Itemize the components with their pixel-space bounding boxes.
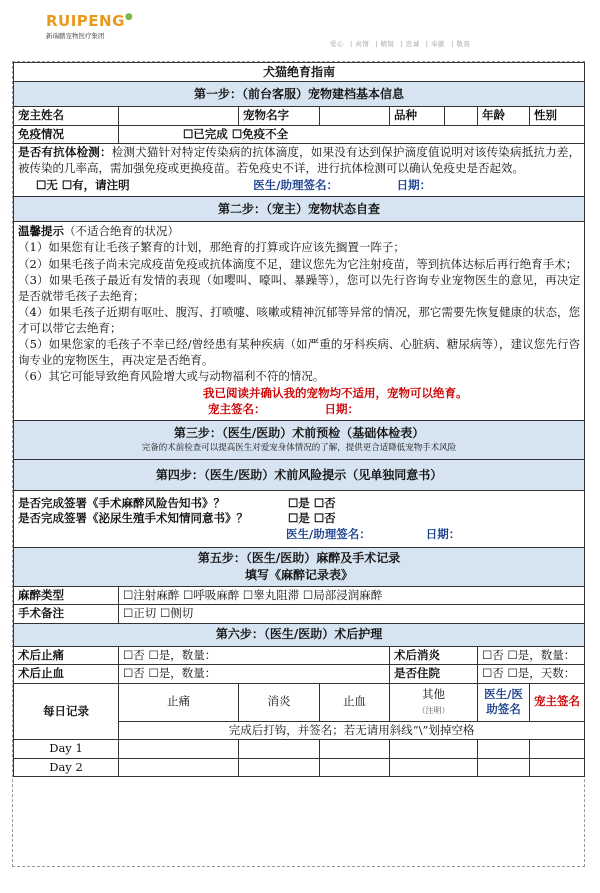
company-logo: RUIPENG● 新瑞鹏宠物医疗集团 <box>46 12 134 40</box>
hint-item: （2）如果毛孩子尚未完成疫苗免疫或抗体滴度不足，建议您先为它注射疫苗，等到抗体达标后再行绝育手术； <box>18 256 578 271</box>
postop-hemostasis-label: 术后止血 <box>14 665 119 684</box>
owner-name-label: 宠主姓名 <box>14 107 119 126</box>
consent1-checkboxes[interactable]: ☐是 ☐否 <box>288 495 336 510</box>
day2-inflam-cell[interactable] <box>239 758 320 777</box>
anesthesia-type-label: 麻醉类型 <box>14 586 119 605</box>
step1-heading: 第一步：（前台客服）宠物建档基本信息 <box>14 82 585 107</box>
sterilization-form <box>13 62 585 777</box>
hint-title: 温馨提示 <box>18 223 64 238</box>
owner-sign-label: 宠主签名： <box>208 402 266 417</box>
day2-bleed-cell[interactable] <box>320 758 390 777</box>
pet-name-label: 宠物名字 <box>239 107 320 126</box>
anesthesia-type-checkboxes[interactable]: ☐注射麻醉 ☐呼吸麻醉 ☐睾丸阻滞 ☐局部浸润麻醉 <box>119 586 585 605</box>
daily-record-label: 每日记录 <box>14 683 119 740</box>
col-other: 其他 （注明） <box>390 683 478 721</box>
day1-owner-sign-cell[interactable] <box>530 740 585 759</box>
core-values: 爱心 | 真情 | 精锐 | 忠诚 | 奉献 | 敬畏 <box>330 40 471 48</box>
breed-label: 品种 <box>390 107 445 126</box>
breed-field[interactable] <box>445 107 478 126</box>
date-label: 日期： <box>396 178 432 193</box>
consent-section <box>14 490 585 547</box>
day1-pain-cell[interactable] <box>119 740 239 759</box>
owner-confirmation: 我已阅读并确认我的宠物均不适用，宠物可以绝育。 <box>203 385 468 400</box>
postop-anti-inflammation-label: 术后消炎 <box>390 646 478 665</box>
doctor-sign-label: 医生/助理签名： <box>286 526 371 541</box>
antibody-section <box>14 144 585 197</box>
step2-heading: 第二步：（宠主）宠物状态自查 <box>14 196 585 221</box>
step5-subtitle: 填写《麻醉记录表》 <box>245 567 354 582</box>
hint-item: （4）如果毛孩子近期有呕吐、腹泻、打喷嚏、咳嗽或精神沉郁等异常的情况，那它需要先恢复健康的状态，您才可以带它去绝育； <box>18 305 581 335</box>
day1-doctor-sign-cell[interactable] <box>478 740 530 759</box>
hint-item: （6）其它可能导致绝育风险增大或与动物福利不符的情况。 <box>18 369 325 384</box>
day1-bleed-cell[interactable] <box>320 740 390 759</box>
day-label: Day 2 <box>14 758 119 777</box>
col-hemostasis: 止血 <box>320 683 390 721</box>
vaccine-checkboxes[interactable]: ☐已完成 ☐免疫不全 <box>119 125 585 144</box>
hint-item: （1）如果您有让毛孩子繁育的计划，那绝育的打算或许应该先搁置一阵子； <box>18 240 405 255</box>
day-label: Day 1 <box>14 740 119 759</box>
doctor-sign-label: 医生/助理签名： <box>253 178 338 193</box>
surgery-consent-question: 是否完成签署《泌尿生殖手术知情同意书》？ <box>18 511 248 526</box>
sex-label: 性别 <box>530 107 585 126</box>
anesthesia-consent-question: 是否完成签署《手术麻醉风险告知书》？ <box>18 495 225 510</box>
day2-doctor-sign-cell[interactable] <box>478 758 530 777</box>
postop-hemostasis-checkboxes[interactable]: ☐否 ☐是，数量： <box>119 665 390 684</box>
daily-record-instruction: 完成后打钩，并签名；若无请用斜线“\”划掉空格 <box>119 721 585 740</box>
pet-name-field[interactable] <box>320 107 390 126</box>
antibody-checkboxes[interactable]: ☐无 ☐有，请注明 <box>36 178 130 193</box>
hospitalization-checkboxes[interactable]: ☐否 ☐是，天数： <box>478 665 585 684</box>
consent2-checkboxes[interactable]: ☐是 ☐否 <box>288 511 336 526</box>
col-pain: 止痛 <box>119 683 239 721</box>
postop-anti-inflammation-checkboxes[interactable]: ☐否 ☐是，数量： <box>478 646 585 665</box>
day1-other-cell[interactable] <box>390 740 478 759</box>
antibody-label: 是否有抗体检测： <box>18 145 112 160</box>
step5-heading: 第五步：（医生/医助）麻醉及手术记录 填写《麻醉记录表》 <box>14 547 585 586</box>
surgery-notes-checkboxes[interactable]: ☐正切 ☐侧切 <box>119 605 585 624</box>
day2-other-cell[interactable] <box>390 758 478 777</box>
day1-inflam-cell[interactable] <box>239 740 320 759</box>
col-anti-inflammation: 消炎 <box>239 683 320 721</box>
company-name: 新瑞鹏宠物医疗集团 <box>46 32 105 40</box>
hint-subtitle: （不适合绝育的状况） <box>64 223 179 238</box>
surgery-notes-label: 手术备注 <box>14 605 119 624</box>
vaccine-label: 免疫情况 <box>14 125 119 144</box>
step4-heading: 第四步：（医生/医助）术前风险提示（见单独同意书） <box>14 459 585 490</box>
date-label: 日期： <box>425 526 461 541</box>
hint-item: （5）如果您家的毛孩子不幸已经/曾经患有某种疾病（如严重的牙科疾病、心脏病、糖尿病等），建议您先行咨询专业的宠物医生，再决定是否绝育。 <box>18 337 581 367</box>
step3-heading: 第三步：（医生/医助）术前预检（基础体检表） 完备的术前检查可以提高医生对爱宠身体情况的了解，提供更合适降低宠物手术风险 <box>14 420 585 459</box>
postop-pain-label: 术后止痛 <box>14 646 119 665</box>
day2-pain-cell[interactable] <box>119 758 239 777</box>
postop-pain-checkboxes[interactable]: ☐否 ☐是，数量： <box>119 646 390 665</box>
col-doctor-sign: 医生/医助签名 <box>478 683 530 721</box>
antibody-description: 检测犬猫针对特定传染病的抗体滴度，如果没有达到保护滴度值说明对该传染病抵抗力差，被传染的几率高，需加强免疫或更换疫苗。若免疫史不详，进行抗体检测可以确认免疫史是否起效。 <box>18 145 581 175</box>
step3-subtitle: 完备的术前检查可以提高医生对爱宠身体情况的了解，提供更合适降低宠物手术风险 <box>141 443 457 454</box>
hint-item: （3）如果毛孩子最近有发情的表现（如嘤叫、嚎叫、暴躁等），您可以先行咨询专业宠物医生的意见，再决定是否就带毛孩子去绝育； <box>18 273 581 303</box>
hospitalization-label: 是否住院 <box>390 665 478 684</box>
age-label: 年龄 <box>478 107 530 126</box>
day2-owner-sign-cell[interactable] <box>530 758 585 777</box>
owner-name-field[interactable] <box>119 107 239 126</box>
form-title: 犬猫绝育指南 <box>14 63 585 82</box>
col-other-note: （注明） <box>417 706 450 716</box>
self-check-hints <box>14 221 585 420</box>
col-owner-sign: 宠主签名 <box>530 683 585 721</box>
step6-heading: 第六步：（医生/医助）术后护理 <box>14 623 585 646</box>
date-label: 日期： <box>324 402 360 417</box>
page-header <box>0 0 600 58</box>
